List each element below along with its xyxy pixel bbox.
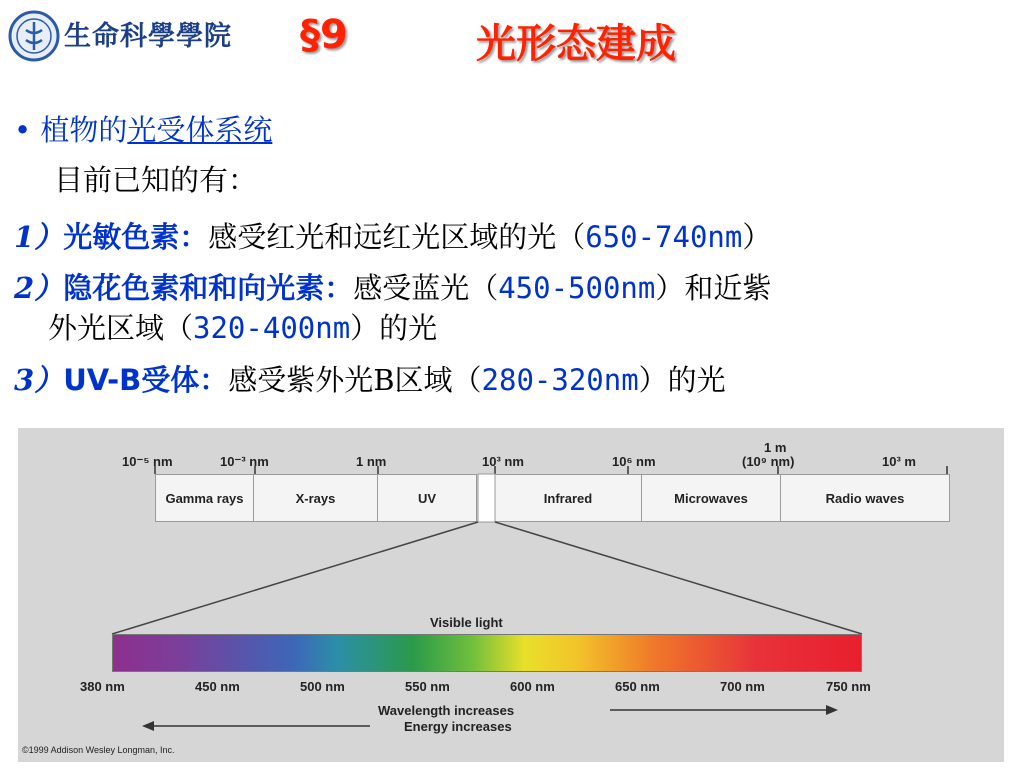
bullet-prefix: 植物的 <box>40 113 128 147</box>
wavelength-label: 600 nm <box>510 679 555 694</box>
item-2-cont-close: ）的光 <box>350 311 438 345</box>
school-name: 生命科學學院 <box>64 21 232 52</box>
item-2-cont-range: 320-400nm <box>193 311 351 345</box>
band-gamma-rays: Gamma rays <box>155 474 254 522</box>
scale-label: 10⁻³ nm <box>220 454 269 469</box>
scale-label: 10³ m <box>882 454 916 469</box>
item-1-number: 1） <box>14 220 64 254</box>
item-1-text: 感受红光和远红光区域的光（ <box>208 220 586 254</box>
energy-increases-label: Energy increases <box>404 719 512 734</box>
bullet-line <box>14 112 272 148</box>
item-3 <box>14 362 726 398</box>
band-microwaves: Microwaves <box>641 474 781 522</box>
band-radio-waves: Radio waves <box>780 474 950 522</box>
item-3-number: 3） <box>14 363 64 397</box>
wavelength-label: 650 nm <box>615 679 660 694</box>
item-2-text: 感受蓝光（ <box>353 271 499 305</box>
wavelength-label: 450 nm <box>195 679 240 694</box>
item-2-range: 450-500nm <box>498 271 656 305</box>
item-2-number: 2） <box>14 271 64 305</box>
wavelength-label: 700 nm <box>720 679 765 694</box>
scale-label: 1 m <box>764 440 787 455</box>
item-3-range: 280-320nm <box>481 363 639 397</box>
section-number: §9 <box>300 12 348 58</box>
scale-label: 10⁻⁵ nm <box>122 454 173 469</box>
item-2-continued <box>48 310 437 346</box>
band-infrared: Infrared <box>494 474 642 522</box>
wavelength-label: 550 nm <box>405 679 450 694</box>
bullet-dot: • <box>14 113 32 147</box>
item-2 <box>14 270 771 306</box>
photoreceptor-link[interactable]: 光受体系统 <box>127 113 273 147</box>
slide-title: 光形态建成 <box>476 21 676 67</box>
scale-label: 1 nm <box>356 454 387 469</box>
band-uv: UV <box>377 474 477 522</box>
wavelength-label: 750 nm <box>826 679 871 694</box>
item-1-range: 650-740nm <box>585 220 743 254</box>
item-2-name: 隐花色素和和向光素： <box>63 271 354 305</box>
visible-projection <box>18 470 1004 640</box>
item-2-cont-text: 外光区域（ <box>48 311 194 345</box>
item-1 <box>14 219 771 255</box>
visible-spectrum-bar <box>112 634 862 672</box>
wavelength-label: 380 nm <box>80 679 125 694</box>
item-1-name: 光敏色素： <box>63 220 209 254</box>
scale-label: (10⁹ nm) <box>742 454 795 469</box>
item-2-close: ）和近紫 <box>655 271 772 305</box>
copyright-note: ©1999 Addison Wesley Longman, Inc. <box>22 745 175 755</box>
scale-label: 10⁶ nm <box>612 454 656 469</box>
wavelength-increases-label: Wavelength increases <box>378 703 515 718</box>
scale-label: 10³ nm <box>482 454 524 469</box>
known-intro: 目前已知的有： <box>54 163 258 197</box>
item-3-text: 感受紫外光B区域（ <box>228 363 482 397</box>
college-logo <box>8 6 60 66</box>
visible-light-label: Visible light <box>430 615 503 630</box>
band-x-rays: X-rays <box>253 474 378 522</box>
wavelength-label: 500 nm <box>300 679 345 694</box>
item-3-close: ）的光 <box>638 363 726 397</box>
item-1-close: ） <box>742 220 772 254</box>
item-3-name: UV-B受体： <box>63 363 229 397</box>
